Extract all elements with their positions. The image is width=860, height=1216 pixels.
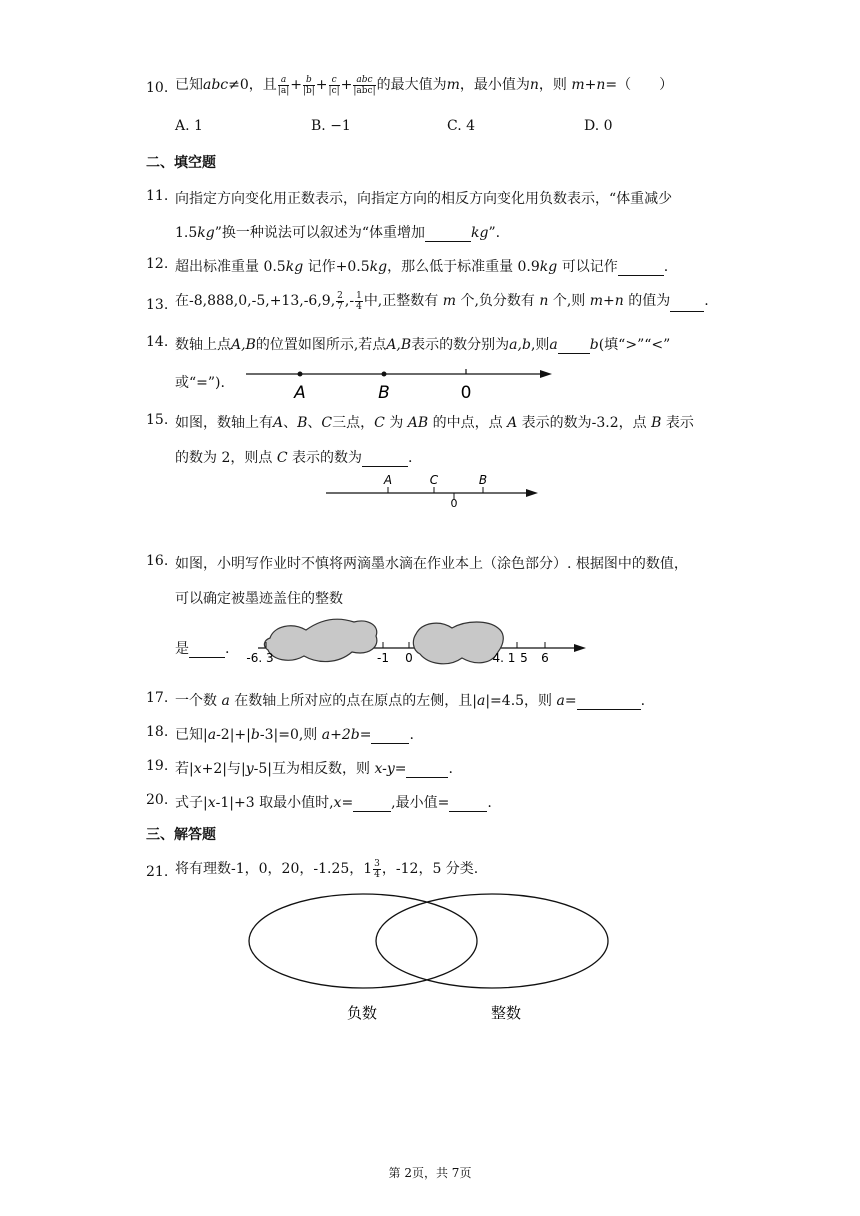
label-5: 5	[520, 651, 528, 665]
section-title-fill-blank: 二、填空题	[146, 155, 216, 171]
answer-blank	[371, 729, 409, 744]
label-4-1: 4. 1	[492, 651, 516, 665]
q10-number: 10.	[146, 80, 169, 96]
label-b: B	[378, 383, 390, 403]
q16-line2: 可以确定被墨迹盖住的整数	[175, 591, 343, 607]
q20-number: 20.	[146, 792, 169, 808]
section-title-solve: 三、解答题	[146, 827, 216, 843]
label-a: A	[294, 383, 306, 403]
q20-text: 式子|x-1|+3 取最小值时,x= ,最小值= .	[175, 795, 492, 811]
q19-number: 19.	[146, 758, 169, 774]
q15-number: 15.	[146, 412, 169, 428]
fraction: $\frac{a}{|a|}$	[277, 74, 290, 96]
q14-number: 14.	[146, 334, 169, 350]
ink-blot-right	[413, 622, 503, 664]
q14-number-line	[240, 360, 560, 404]
page-footer: 第 2页，共 7页	[388, 1166, 472, 1180]
q15-number-line	[322, 468, 544, 508]
venn-label-negative: 负数	[346, 1004, 378, 1022]
q10-text: 已知abc≠0，且 $\frac{a}{|a|}$ + $\frac{b}{|b|}$ + $\frac{c}{|c|}$ + $\frac{\text{abc}}{\text{|abc|}}$ 的最大值为m，最小值为n，则 m+n=（ ）	[175, 74, 674, 96]
point-b	[382, 372, 387, 377]
q15-line2: 的数为 2，则点 C 表示的数为 .	[175, 450, 413, 466]
label-6: 6	[541, 651, 549, 665]
q12-number: 12.	[146, 256, 169, 272]
label-b: B	[478, 473, 488, 487]
q10-option-b: B. −1	[311, 118, 351, 134]
q21-text: 将有理数-1，0，20，-1.25，1 $\frac{3}{4}$ ，-12，5 分类.	[175, 858, 479, 880]
q10-option-d: D. 0	[584, 118, 613, 134]
q21-number: 21.	[146, 864, 169, 880]
label-zero: 0	[450, 497, 458, 508]
q16-line3: 是 .	[175, 641, 230, 657]
answer-blank	[558, 339, 590, 354]
q18-text: 已知|a-2|+|b-3|=0,则 a+2b= .	[175, 727, 414, 743]
q16-line1: 如图，小明写作业时不慎将两滴墨水滴在作业本上（涂色部分）. 根据图中的数值，	[175, 556, 688, 572]
point-a	[298, 372, 303, 377]
label-a: A	[383, 473, 393, 487]
q14-text: 数轴上点A,B的位置如图所示,若点A,B表示的数分别为a,b,则a b(填“>”“<”	[175, 337, 671, 353]
q13-number: 13.	[146, 297, 169, 313]
q15-text: 如图，数轴上有A、B、C三点，C 为 AB 的中点，点 A 表示的数为-3.2，点 B 表示	[175, 415, 694, 431]
answer-blank	[189, 643, 225, 658]
q13-text: 在-8,888,0,-5,+13,-6,9, $\frac{2}{7}$ ,- $\frac{1}{4}$ 中,正整数有 m 个,负分数有 n 个,则 m+n 的值为 .	[175, 290, 709, 312]
q17-text: 一个数 a 在数轴上所对应的点在原点的左侧，且|a|=4.5，则 a= .	[175, 693, 646, 709]
label-neg-6-3: -6. 3	[246, 651, 274, 665]
answer-blank	[362, 452, 408, 467]
venn-label-integer: 整数	[490, 1004, 522, 1022]
ink-blot-left	[264, 619, 376, 661]
venn-circle-integer	[376, 894, 608, 988]
q10-option-c: C. 4	[447, 118, 476, 134]
q11-line1: 向指定方向变化用正数表示，向指定方向的相反方向变化用负数表示，“体重减少	[175, 191, 673, 207]
q18-number: 18.	[146, 724, 169, 740]
q16-number-line	[240, 612, 600, 670]
label-zero: 0	[405, 651, 413, 665]
q11-line2: 1.5kg”换一种说法可以叙述为“体重增加 kg”.	[175, 225, 501, 241]
answer-blank	[618, 261, 664, 276]
label-c: C	[429, 473, 439, 487]
q17-number: 17.	[146, 690, 169, 706]
venn-circle-negative	[249, 894, 477, 988]
answer-blank	[670, 297, 704, 312]
answer-blank	[406, 763, 448, 778]
label-zero: 0	[460, 383, 472, 403]
answer-blank	[577, 695, 641, 710]
label-neg-1: -1	[377, 651, 389, 665]
answer-blank-min	[449, 797, 487, 812]
answer-blank-x	[353, 797, 391, 812]
q19-text: 若|x+2|与|y-5|互为相反数，则 x-y= .	[175, 761, 453, 777]
q12-text: 超出标准重量 0.5kg 记作+0.5kg，那么低于标准重量 0.9kg 可以记作 .	[175, 259, 669, 275]
q14-line2: 或“=”).	[175, 375, 225, 391]
answer-blank	[425, 227, 471, 242]
q21-venn-diagram	[244, 892, 616, 1024]
q11-number: 11.	[146, 188, 169, 204]
q16-number: 16.	[146, 553, 169, 569]
q10-option-a: A. 1	[175, 118, 203, 134]
